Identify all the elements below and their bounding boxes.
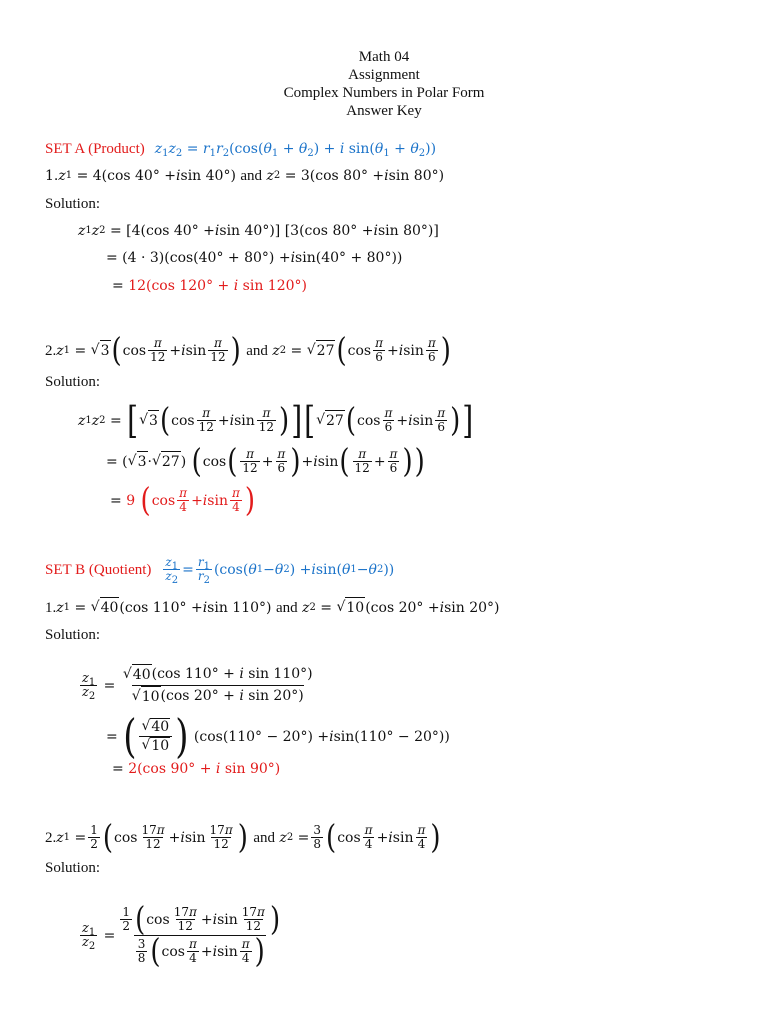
quotient-formula: $\frac{z_1}{z_2}$ = $\frac{r_1}{r_2}$ (cos( θ 1 − θ 2 ) + i sin( θ 1 − θ 2 )) [165, 555, 395, 586]
a1-step1: z 1 z 2 = [4(cos 40° + i sin 40°)] [3(cos 80° + i sin 80°)] [78, 223, 439, 239]
set-a-label: SET A (Product) [45, 141, 145, 157]
a2-step2: = ( √ 3 · √ 27 ) ( cos ( $\frac{\pi}{12}$ + $\frac{\pi}{6}$ ) + i sin ( $\frac{\pi}{12}$ + $\frac{\pi}{6}$ ) ) [106, 442, 425, 481]
solution-label: Solution: [45, 860, 101, 876]
a1-step2: = (4 · 3)(cos(40° + 80°) + i sin(40° + 80°)) [106, 250, 403, 266]
solution-label: Solution: [45, 627, 101, 643]
assignment-label: Assignment [348, 67, 420, 83]
a1-answer: = 12(cos 120° + i sin 120°) [112, 278, 307, 294]
solution-label: Solution: [45, 374, 101, 390]
b1-step1: $\frac{z_1}{z_2}$ = √ 40 (cos 110° + i sin 110°) √ 10 (cos 20° + i sin 20°) [82, 666, 313, 705]
problem-b2: 2. z 1 = $\frac{1}{2}$ ( cos $\frac{17\pi}{12}$ + i sin $\frac{17\pi}{12}$ ) and z 2 = $\frac{3}{8}$ ( cos $\frac{\pi}{4}$ + i sin $\frac{\pi}{4}$ ) [45, 818, 441, 857]
product-formula: $z_1z_2 = r_1r_2(\cos(\theta_1 + \theta_2) + i$ $\sin(\theta_1 + \theta_2)$) [154, 141, 437, 159]
problem-a1: 1. z 1 = 4(cos 40° + i sin 40°) and z 2 = 3(cos 80° + i sin 80°) [45, 168, 445, 184]
a2-step1: z 1 z 2 = [ √ 3 ( cos $\frac{\pi}{12}$ + i sin $\frac{\pi}{12}$ ) ] [ √ 27 ( cos $\frac{\pi}{6}$ + i sin $\frac{\pi}{6}$ ) ] [78, 397, 474, 443]
solution-label: Solution: [45, 196, 101, 212]
b1-answer: = 2(cos 90° + i sin 90°) [112, 761, 281, 777]
b1-step2: = ( √ 40 √ 10 ) (cos(110° − 20°) + i sin(110° − 20°)) [106, 709, 450, 764]
set-b-heading [45, 555, 395, 586]
answer-key-label: Answer Key [346, 103, 422, 119]
problem-a2: 2. z 1 = √ 3 ( cos $\frac{\pi}{12}$ + i sin $\frac{\pi}{12}$ ) and z 2 = √ 27 ( cos $\frac{\pi}{6}$ + i sin $\frac{\pi}{6}$ ) [45, 331, 451, 370]
a2-answer: = 9 ( cos $\frac{\pi}{4}$ + i sin $\frac{\pi}{4}$ ) [110, 481, 256, 520]
course-title: Math 04 [358, 49, 410, 65]
topic-title: Complex Numbers in Polar Form [283, 85, 485, 101]
set-a-heading [45, 139, 436, 159]
set-b-label: SET B (Quotient) [45, 561, 152, 578]
b2-step1: $\frac{z_1}{z_2}$ = $\frac{1}{2}$ ( cos $\frac{17\pi}{12}$ + i sin $\frac{17\pi}{12}$ ) $\frac{3}{8}$ ( cos $\frac{\pi}{4}$ + i sin $\frac{\pi}{4}$ ) [82, 900, 281, 971]
problem-b1: 1. z 1 = √ 40 (cos 110° + i sin 110°) and z 2 = √ 10 (cos 20° + i sin 20°) [45, 599, 500, 616]
